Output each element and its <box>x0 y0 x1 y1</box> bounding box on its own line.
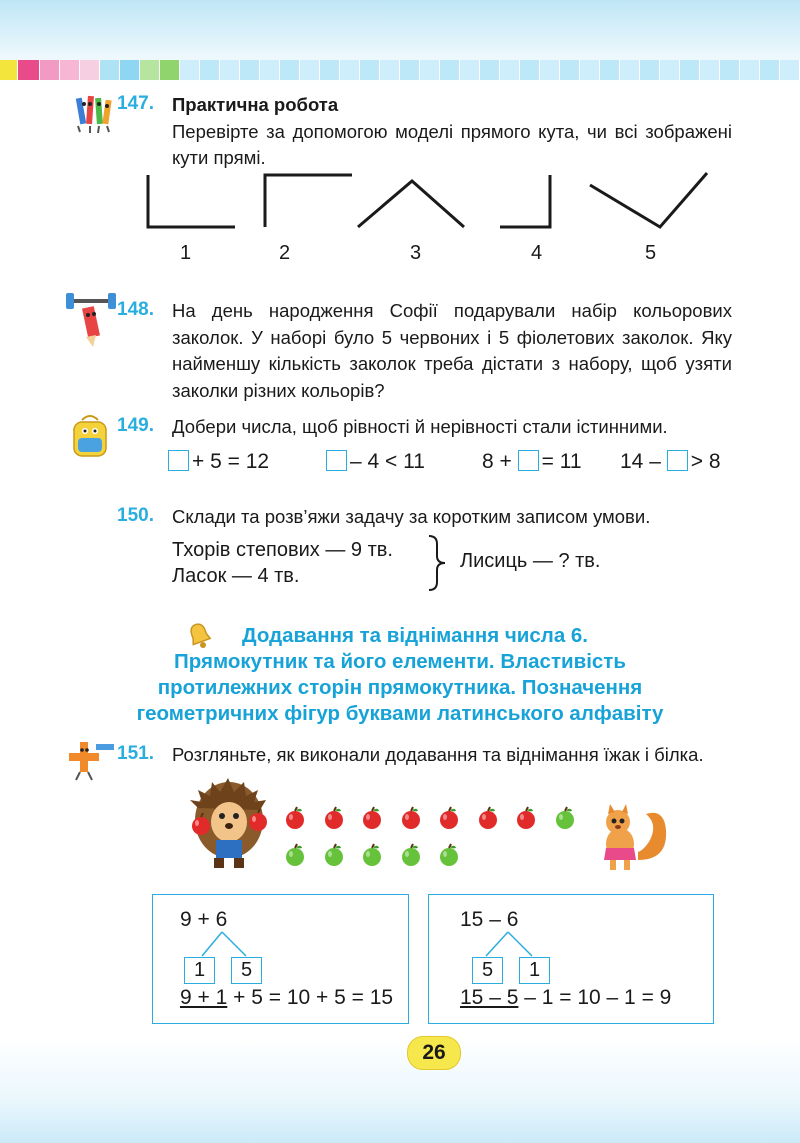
strip-cell <box>300 60 320 80</box>
angle-label-4: 4 <box>531 242 543 264</box>
section-title-line: Прямокутник та його елементи. Властивість <box>174 650 626 673</box>
section-title <box>0 623 800 727</box>
apple-red <box>360 806 384 830</box>
strip-cell <box>220 60 240 80</box>
apple-green <box>283 843 307 867</box>
strip-cell <box>360 60 380 80</box>
task-heading: Практична робота <box>172 94 339 115</box>
task-text: На день народження Софії подарували набір кольорових заколок. У наборі було 5 червоних і 5 фіолетових заколок. Яку найменшу кількість заколок треба дістати з набору, щоб узяти заколки різних кольорів? <box>172 300 732 401</box>
decorative-color-strip <box>0 60 800 80</box>
angle-1 <box>148 175 235 227</box>
apple-red <box>322 806 346 830</box>
squirrel-illustration <box>588 800 670 872</box>
angle-label-2: 2 <box>279 242 291 264</box>
strip-cell <box>280 60 300 80</box>
calc-solution-underlined: 9 + 1 <box>180 986 228 1009</box>
angle-5 <box>590 173 707 227</box>
task-number: 148. <box>117 299 154 320</box>
apple-red <box>476 806 500 830</box>
curly-brace <box>425 534 449 592</box>
strip-cell <box>540 60 560 80</box>
calc-part-box: 1 <box>184 957 215 984</box>
short-record-question: Лисиць — ? тв. <box>460 550 601 572</box>
apple-green <box>322 843 346 867</box>
apple-green <box>553 806 577 830</box>
answer-box[interactable] <box>326 450 347 471</box>
strip-cell <box>320 60 340 80</box>
strip-cell <box>140 60 160 80</box>
angles-figure <box>140 165 720 240</box>
calc-expression: 9 + 6 <box>180 908 228 931</box>
calc-branch-lines <box>190 930 270 960</box>
strip-cell <box>600 60 620 80</box>
angle-3 <box>358 181 464 227</box>
strip-cell <box>100 60 120 80</box>
strip-cell <box>260 60 280 80</box>
strip-cell <box>580 60 600 80</box>
calc-solution-underlined: 15 – 5 <box>460 986 519 1009</box>
strip-cell <box>500 60 520 80</box>
answer-box[interactable] <box>667 450 688 471</box>
task-number: 149. <box>117 415 154 436</box>
expression-1: + 5 = 12 <box>168 450 269 474</box>
strip-cell <box>18 60 40 80</box>
strip-cell <box>180 60 200 80</box>
strip-cell <box>480 60 500 80</box>
strip-cell <box>740 60 760 80</box>
strip-cell <box>60 60 80 80</box>
page-number: 26 <box>407 1036 461 1070</box>
task-text: Добери числа, щоб рівності й нерівності стали істинними. <box>172 416 668 437</box>
strip-cell <box>80 60 100 80</box>
angle-label-3: 3 <box>410 242 422 264</box>
task-text: Склади та розв’яжи задачу за коротким записом умови. <box>172 506 651 527</box>
section-title-line: протилежних сторін прямокутника. Позначення <box>157 676 643 699</box>
strip-cell <box>200 60 220 80</box>
backpack-icon <box>68 414 114 460</box>
task-body: Перевірте за допомогою моделі прямого кута, чи всі зображені кути прямі. <box>172 120 732 168</box>
calc-part-box: 5 <box>472 957 503 984</box>
apple-red <box>189 812 213 836</box>
angle-2 <box>265 175 352 227</box>
strip-cell <box>780 60 800 80</box>
strip-cell <box>160 60 180 80</box>
strip-cell <box>660 60 680 80</box>
angle-label-1: 1 <box>180 242 192 264</box>
answer-box[interactable] <box>168 450 189 471</box>
strip-cell <box>560 60 580 80</box>
strip-cell <box>700 60 720 80</box>
strip-cell <box>120 60 140 80</box>
strip-cell <box>420 60 440 80</box>
strip-cell <box>460 60 480 80</box>
calc-part-box: 5 <box>231 957 262 984</box>
task-number: 150. <box>117 505 154 526</box>
task-text <box>172 92 732 172</box>
strip-cell <box>720 60 740 80</box>
calc-solution-rest: – 1 = 10 – 1 = 9 <box>518 986 672 1009</box>
strip-cell <box>640 60 660 80</box>
angle-4 <box>500 175 550 227</box>
section-title-line: Додавання та віднімання числа 6. <box>241 624 589 647</box>
strip-cell <box>400 60 420 80</box>
calc-part-box: 1 <box>519 957 550 984</box>
strip-cell <box>620 60 640 80</box>
strip-cell <box>0 60 18 80</box>
apple-green <box>399 843 423 867</box>
pencils-icon <box>72 92 116 136</box>
strip-cell <box>40 60 60 80</box>
angle-label-5: 5 <box>645 242 657 264</box>
pencil-weightlifter-icon <box>66 293 116 351</box>
apple-red <box>399 806 423 830</box>
strip-cell <box>520 60 540 80</box>
task-number: 147. <box>117 93 154 114</box>
short-record-line-1: Тхорів степових — 9 тв. <box>172 539 393 561</box>
strip-cell <box>440 60 460 80</box>
calc-solution <box>460 986 671 1010</box>
apple-green <box>360 843 384 867</box>
expression-2: – 4 < 11 <box>326 450 425 474</box>
task-text: Розгляньте, як виконали додавання та віднімання їжак і білка. <box>172 744 704 765</box>
strip-cell <box>680 60 700 80</box>
section-title-line: геометричних фігур буквами латинського алфавіту <box>136 702 664 725</box>
task-number: 151. <box>117 743 154 764</box>
apple-red <box>514 806 538 830</box>
calc-solution <box>180 986 393 1010</box>
answer-box[interactable] <box>518 450 539 471</box>
apple-red <box>437 806 461 830</box>
apple-red <box>283 806 307 830</box>
calc-solution-rest: + 5 = 10 + 5 = 15 <box>227 986 394 1009</box>
strip-cell <box>240 60 260 80</box>
calc-branch-lines <box>470 930 550 960</box>
calc-expression: 15 – 6 <box>460 908 519 931</box>
apple-red <box>246 808 270 832</box>
apple-green <box>437 843 461 867</box>
strip-cell <box>380 60 400 80</box>
strip-cell <box>340 60 360 80</box>
plus-minus-icon <box>66 738 116 782</box>
expression-4: 14 – > 8 <box>620 450 721 473</box>
short-record-line-2: Ласок — 4 тв. <box>172 565 300 587</box>
expression-3: 8 + = 11 <box>482 450 582 473</box>
strip-cell <box>760 60 780 80</box>
